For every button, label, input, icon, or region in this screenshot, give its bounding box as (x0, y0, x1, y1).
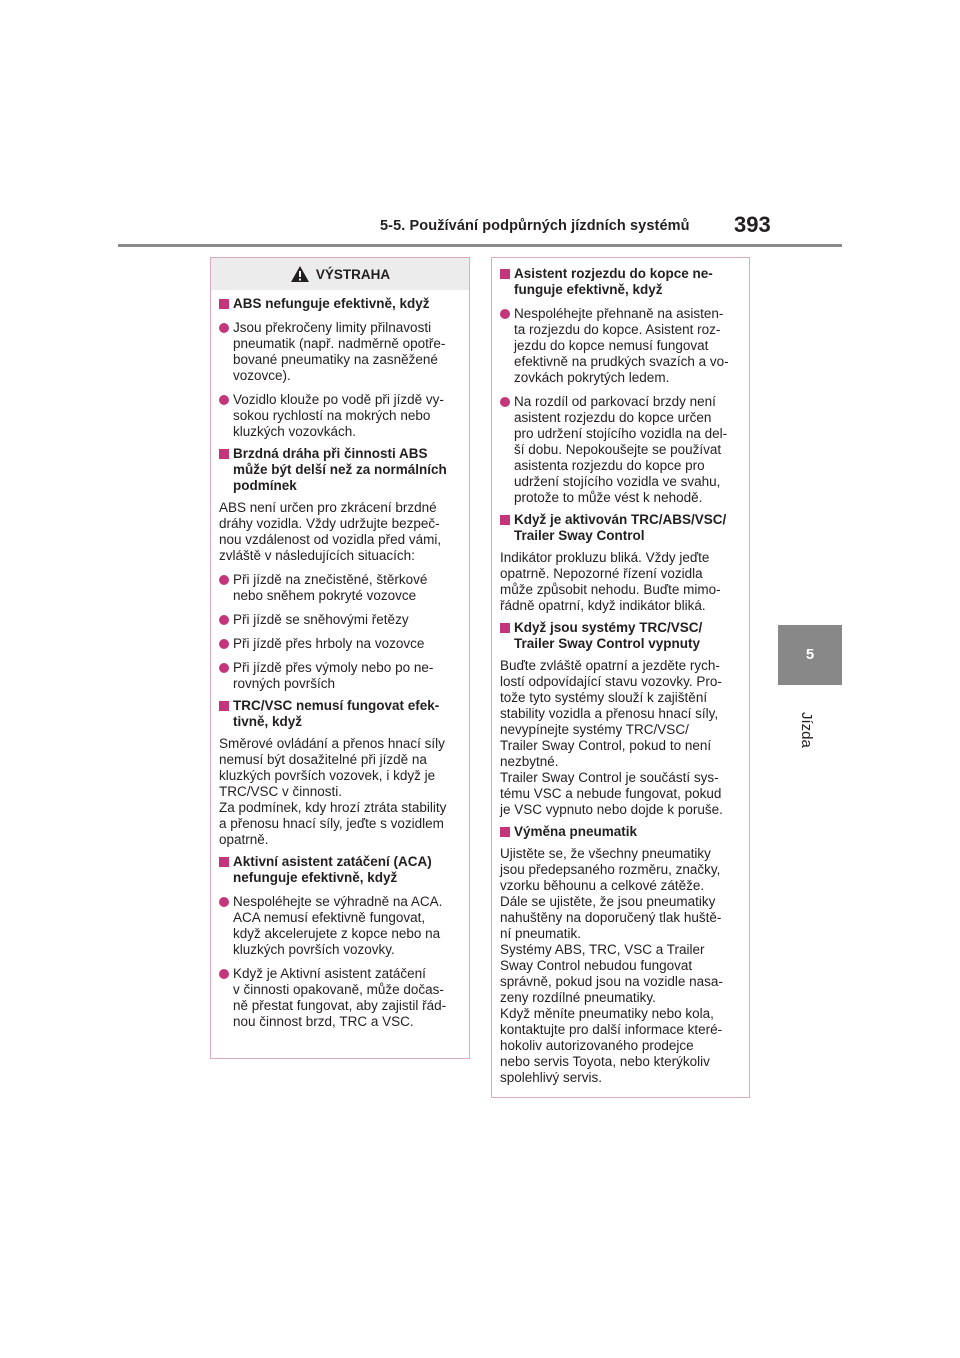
header-divider (118, 244, 842, 247)
item-text: Asistent rozjezdu do kopce ne- funguje efektivně, když (514, 266, 713, 297)
bullet-dot-icon (500, 397, 510, 407)
item-text: ABS nefunguje efektivně, když (233, 296, 430, 311)
bullet-item (219, 572, 461, 604)
bullet-dot-icon (219, 897, 229, 907)
bullet-item (219, 966, 461, 1030)
paragraph: Buďte zvláště opatrní a jezděte rych- lostí odpovídající stavu vozovky. Pro- tože tyto systémy slouží k zajištění stability vozidla a přenosu hnací síly, nevypínejte systémy TRC/VSC/ Trailer Sway Control, pokud to není nezbytné. Trailer Sway Control je součástí sys- tému VSC a nebude fungovat, pokud je VSC vypnuto nebo dojde k poruše. (500, 658, 723, 817)
bullet-dot-icon (219, 639, 229, 649)
bullet-dot-icon (219, 663, 229, 673)
square-marker-icon (219, 299, 229, 309)
section-heading (219, 446, 461, 494)
item-text: Když je aktivován TRC/ABS/VSC/ Trailer Sway Control (514, 512, 727, 543)
square-marker-icon (219, 701, 229, 711)
item-text: Nespoléhejte se výhradně na ACA. ACA nemusí efektivně fungovat, když akcelerujete z kopce nebo na kluzkých površích vozovky. (233, 894, 443, 957)
item-text: Výměna pneumatik (514, 824, 638, 839)
paragraph: Směrové ovládání a přenos hnací síly nemusí být dosažitelné při jízdě na kluzkých površích vozovek, i když je TRC/VSC v činnosti. Za podmínek, kdy hrozí ztráta stability a přenosu hnací síly, jeďte s vozidlem opatrně. (219, 736, 447, 847)
section-heading (500, 266, 741, 298)
chapter-label: Jízda (798, 712, 815, 748)
bullet-dot-icon (219, 323, 229, 333)
item-text: Při jízdě na znečistěné, štěrkové nebo sněhem pokryté vozovce (233, 572, 428, 603)
item-text: Jsou překročeny limity přilnavosti pneumatik (např. nadměrně opotře- bované pneumatiky na zasněžené vozovce). (233, 320, 446, 383)
square-marker-icon (500, 269, 510, 279)
bullet-item (219, 636, 461, 652)
square-marker-icon (500, 827, 510, 837)
bullet-item (219, 392, 461, 440)
info-content (500, 258, 741, 1086)
bullet-dot-icon (219, 615, 229, 625)
bullet-item (219, 612, 461, 628)
bullet-item (219, 894, 461, 958)
item-text: Aktivní asistent zatáčení (ACA) nefunguje efektivně, když (233, 854, 432, 885)
section-heading (500, 512, 741, 544)
warning-title: VÝSTRAHA (315, 266, 391, 282)
item-text: Když je Aktivní asistent zatáčení v činnosti opakovaně, může dočas- ně přestat fungovat, aby zajistil řád- nou činnost brzd, TRC a VSC. (233, 966, 447, 1029)
section-heading (219, 854, 461, 886)
chapter-tab: 5 (778, 625, 842, 685)
warning-content (219, 296, 461, 1030)
item-text: Při jízdě se sněhovými řetězy (233, 612, 409, 627)
item-text: TRC/VSC nemusí fungovat efek- tivně, když (233, 698, 440, 729)
bullet-item (500, 394, 741, 506)
paragraph: Ujistěte se, že všechny pneumatiky jsou předepsaného rozměru, značky, vzorku běhounu a celkové zátěže. Dále se ujistěte, že jsou pneumatiky nahuštěny na doporučený tlak huště- ní pneumatik. Systémy ABS, TRC, VSC a Trailer Sway Control nebudou fungovat správně, pokud jsou na vozidle nasa- zeny rozdílné pneumatiky. Když měníte pneumatiky nebo kola, kontaktujte pro další informace které- hokoliv autorizovaného prodejce nebo servis Toyota, nebo kterýkoliv spolehlivý servis. (500, 846, 723, 1085)
warning-header (211, 258, 469, 290)
section-heading (219, 698, 461, 730)
bullet-dot-icon (500, 309, 510, 319)
square-marker-icon (500, 623, 510, 633)
square-marker-icon (219, 857, 229, 867)
item-text: Brzdná dráha při činnosti ABS může být delší než za normálních podmínek (233, 446, 447, 493)
square-marker-icon (500, 515, 510, 525)
bullet-dot-icon (219, 575, 229, 585)
item-text: Při jízdě přes výmoly nebo po ne- rovných površích (233, 660, 434, 691)
bullet-dot-icon (219, 969, 229, 979)
square-marker-icon (219, 449, 229, 459)
bullet-item (219, 320, 461, 384)
paragraph: Indikátor prokluzu bliká. Vždy jeďte opatrně. Nepozorné řízení vozidla může způsobit nehodu. Buďte mimo- řádně opatrní, když indikátor bliká. (500, 550, 721, 613)
page-number: 393 (734, 212, 771, 237)
paragraph: ABS není určen pro zkrácení brzdné dráhy vozidla. Vždy udržujte bezpeč- nou vzdálenost od vozidla před vámi, zvláště v následujících situacích: (219, 500, 442, 563)
item-text: Vozidlo klouže po vodě při jízdě vy- sokou rychlostí na mokrých nebo kluzkých vozovkách. (233, 392, 444, 439)
info-box (491, 257, 750, 1098)
warning-box (210, 257, 470, 1059)
bullet-dot-icon (219, 395, 229, 405)
item-text: Na rozdíl od parkovací brzdy není asistent rozjezdu do kopce určen pro udržení stojícího vozidla na del- ší dobu. Nepokoušejte se používat asistenta rozjezdu do kopce pro udržení stojícího vozidla ve svahu, protože to může vést k nehodě. (514, 394, 728, 505)
bullet-item (219, 660, 461, 692)
section-heading (219, 296, 461, 312)
bullet-item (500, 306, 741, 386)
section-heading (500, 620, 741, 652)
item-text: Když jsou systémy TRC/VSC/ Trailer Sway Control vypnuty (514, 620, 703, 651)
item-text: Nespoléhejte přehnaně na asisten- ta rozjezdu do kopce. Asistent roz- jezdu do kopce nemusí fungovat efektivně na prudkých svazích a vo- zovkách pokrytých ledem. (514, 306, 729, 385)
section-heading (500, 824, 741, 840)
item-text: Při jízdě přes hrboly na vozovce (233, 636, 425, 651)
section-title: 5-5. Používání podpůrných jízdních systémů (380, 218, 690, 234)
warning-triangle-icon (290, 265, 310, 283)
